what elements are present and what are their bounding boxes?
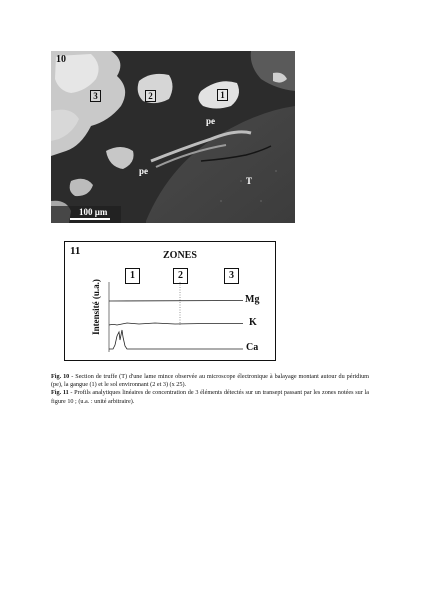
mg-profile-line <box>109 301 243 302</box>
caption-fig11-text: - Profils analytiques linéaires de concentration de 3 éléments détectés sur un transept passant par les zones notées sur la figure 10 ; (u.a. : unité arbitraire). <box>51 389 369 405</box>
truffle-label: T <box>246 176 253 186</box>
zone-3-marker: 3 <box>90 90 101 102</box>
zone-1-marker: 1 <box>217 89 228 101</box>
profile-chart-figure-11 <box>64 241 276 361</box>
zone-2-marker: 2 <box>145 90 156 102</box>
sem-photo-image <box>51 51 295 223</box>
caption-fig10 <box>51 373 369 389</box>
caption-fig11 <box>51 389 369 405</box>
profile-plot-area <box>65 242 275 360</box>
zone-1-box: 1 <box>125 268 140 284</box>
figure-caption <box>51 373 369 406</box>
scale-bar-label: 100 µm <box>79 207 108 217</box>
mg-label: Mg <box>245 294 260 305</box>
chart-title: ZONES <box>163 250 197 261</box>
ca-profile-line <box>109 330 243 349</box>
peridium-label-lower: pe <box>139 166 148 176</box>
caption-fig11-label: Fig. 11 <box>51 389 69 397</box>
figure-11-number: 11 <box>70 245 81 257</box>
scale-bar <box>70 218 110 220</box>
sem-photo-figure-10 <box>51 51 295 223</box>
zone-2-box: 2 <box>173 268 188 284</box>
y-axis-label: Intensité (u.a.) <box>91 279 101 335</box>
caption-fig10-label: Fig. 10 <box>51 373 70 380</box>
figure-10-number: 10 <box>56 54 66 65</box>
caption-fig10-text: - Section de truffe (T) d'une lame mince observée au microscope électronique à balayage montant autour du péridium (pe), la gangue (1) et le sol environnant (2 et 3) (x 25). <box>51 373 369 389</box>
peridium-label-upper: pe <box>206 116 215 126</box>
ca-label: Ca <box>246 342 259 353</box>
k-profile-line <box>109 323 243 325</box>
zone-3-box: 3 <box>224 268 239 284</box>
k-label: K <box>249 317 257 328</box>
